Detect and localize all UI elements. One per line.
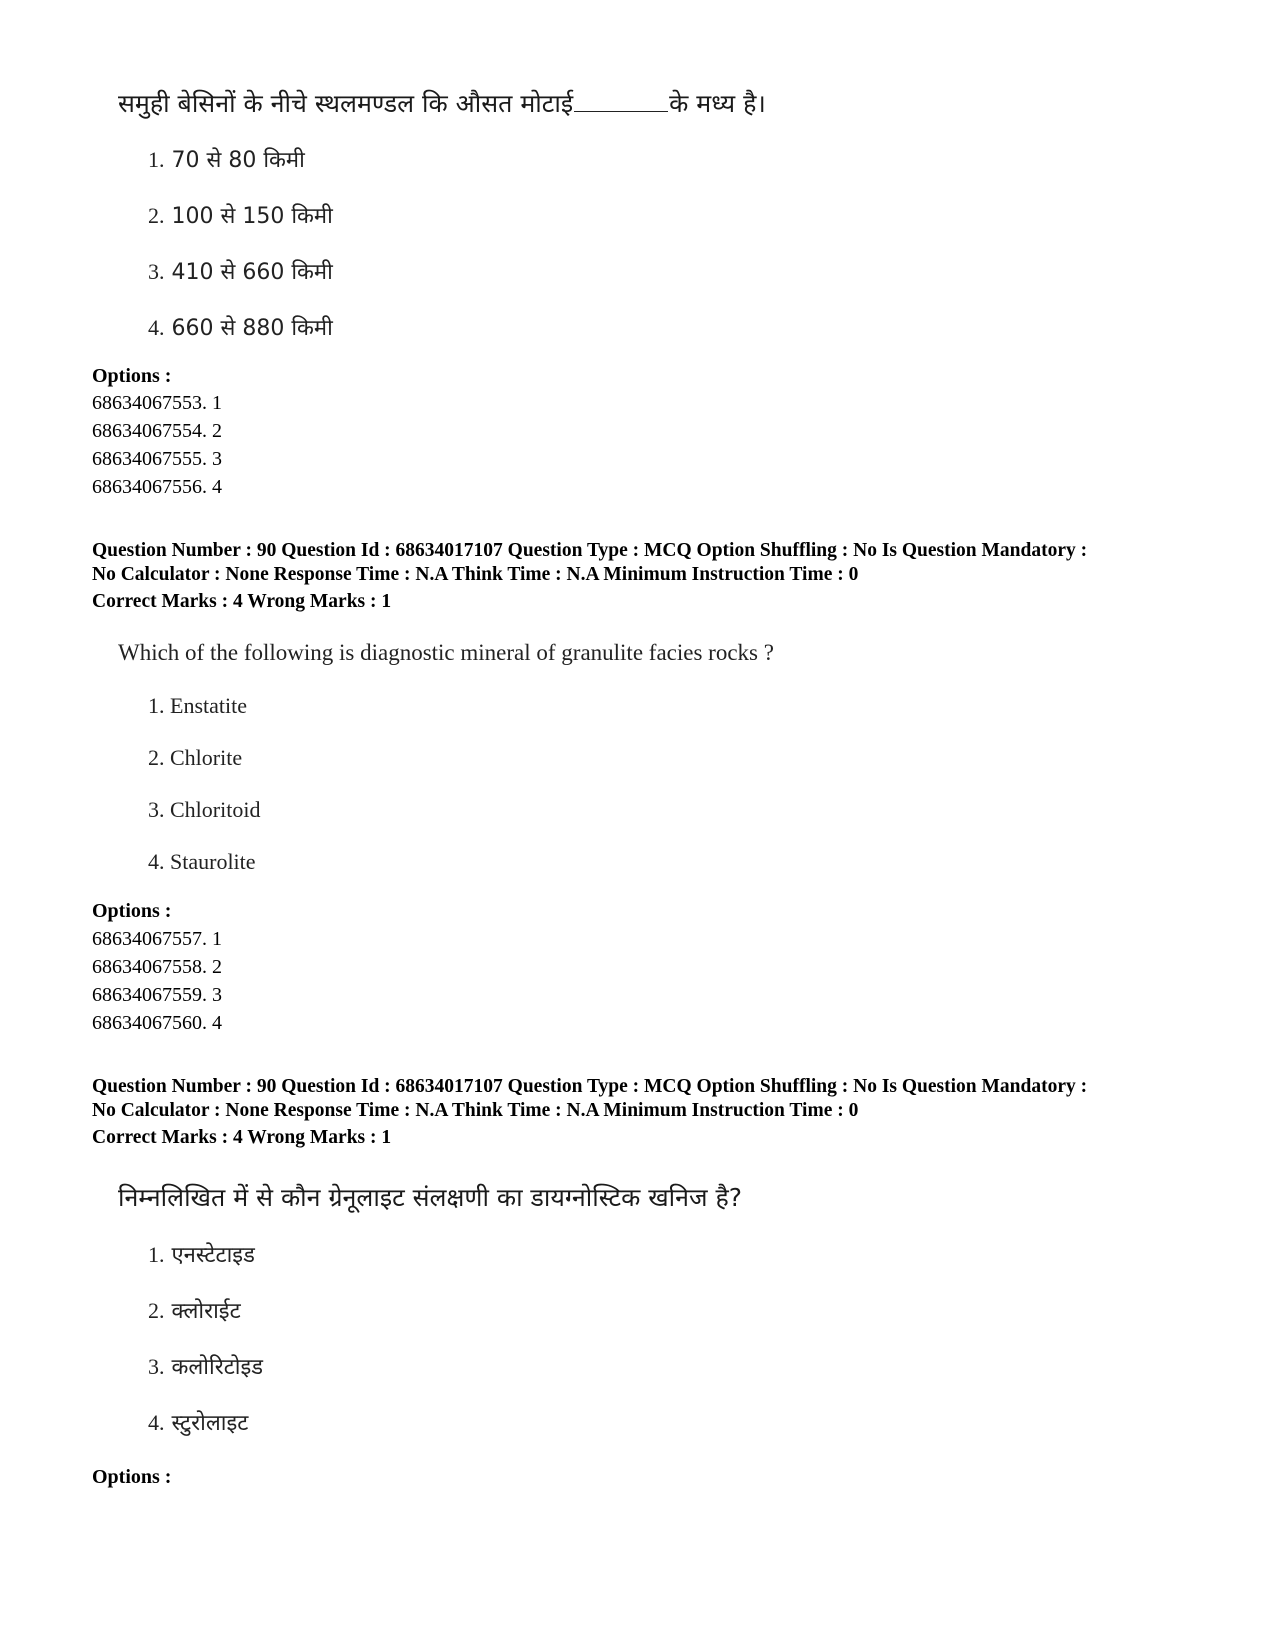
choice-item [148,256,333,286]
choice-number: 3. [148,797,165,822]
choice-number: 2. [148,203,165,228]
choice-number: 3. [148,259,165,284]
choice-item [148,1239,255,1269]
options-label: Options : [92,365,172,387]
choice-item [148,200,333,230]
choice-text: Chloritoid [170,797,261,822]
choice-number: 4. [148,1410,165,1435]
choice-text: 100 से 150 किमी [171,204,333,229]
choice-item [148,797,260,823]
options-label: Options : [92,1466,172,1488]
question-meta-line: No Calculator : None Response Time : N.A Think Time : N.A Minimum Instruction Time : 0 [92,1100,859,1121]
choice-number: 4. [148,315,165,340]
option-id-line: 68634067558. 2 [92,956,222,978]
option-id-line: 68634067554. 2 [92,420,222,442]
choice-number: 1. [148,693,165,718]
choice-text: एनस्टेटाइड [171,1243,255,1268]
choice-text: Staurolite [170,849,256,874]
question-text-hindi-2: निम्नलिखित में से कौन ग्रेनूलाइट संलक्षणी का डायग्नोस्टिक खनिज है? [118,1183,743,1212]
option-id-line: 68634067559. 3 [92,984,222,1006]
choice-item [148,312,333,342]
choice-number: 2. [148,1298,165,1323]
fill-blank [574,110,668,112]
choice-text: कलोरिटोइड [171,1355,264,1380]
choice-number: 2. [148,745,165,770]
choice-item [148,1407,248,1437]
question-meta-line: No Calculator : None Response Time : N.A Think Time : N.A Minimum Instruction Time : 0 [92,564,859,585]
question-text-part: के मध्य है। [669,89,766,118]
choice-text: Enstatite [170,693,247,718]
question-text-part: समुही बेसिनों के नीचे स्थलमण्डल कि औसत मोटाई [118,89,574,118]
choice-item [148,849,256,875]
question-marks: Correct Marks : 4 Wrong Marks : 1 [92,1127,392,1148]
choice-text: 660 से 880 किमी [171,316,333,341]
choice-item [148,144,305,174]
choice-text: 70 से 80 किमी [171,148,305,173]
question-text-english: Which of the following is diagnostic mineral of granulite facies rocks ? [118,640,774,665]
option-id-line: 68634067555. 3 [92,448,222,470]
choice-number: 1. [148,147,165,172]
choice-number: 4. [148,849,165,874]
option-id-line: 68634067556. 4 [92,476,222,498]
choice-text: स्टुरोलाइट [171,1411,249,1436]
question-marks: Correct Marks : 4 Wrong Marks : 1 [92,591,392,612]
question-meta-line: Question Number : 90 Question Id : 68634017107 Question Type : MCQ Option Shuffling : No Is Question Mandatory : [92,1076,1088,1097]
choice-text: 410 से 660 किमी [171,260,333,285]
choice-text: क्लोराईट [171,1299,241,1324]
choice-item [148,745,242,771]
option-id-line: 68634067560. 4 [92,1012,222,1034]
option-id-line: 68634067553. 1 [92,392,222,414]
question-text-hindi-1 [118,86,766,120]
choice-number: 1. [148,1242,165,1267]
choice-item [148,693,247,719]
choice-item [148,1295,241,1325]
option-id-line: 68634067557. 1 [92,928,222,950]
choice-item [148,1351,263,1381]
choice-number: 3. [148,1354,165,1379]
choice-text: Chlorite [170,745,243,770]
question-meta-line: Question Number : 90 Question Id : 68634017107 Question Type : MCQ Option Shuffling : No Is Question Mandatory : [92,540,1088,561]
options-label: Options : [92,900,172,922]
